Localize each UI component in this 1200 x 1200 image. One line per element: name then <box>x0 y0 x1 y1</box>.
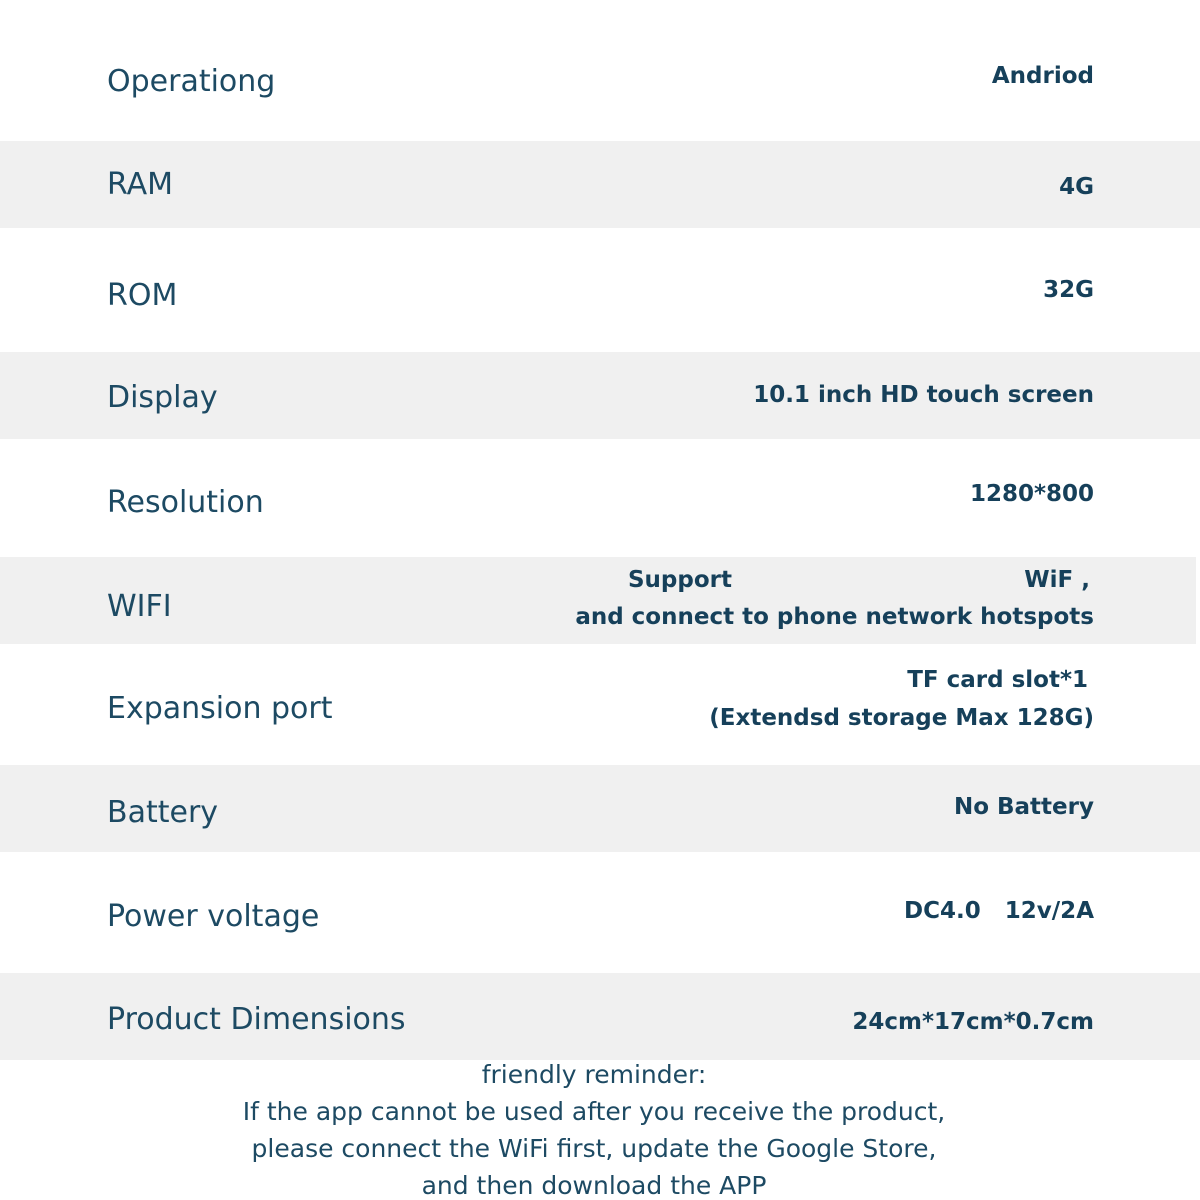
reminder-title: friendly reminder: <box>481 1060 707 1089</box>
spec-value-line1: TF card slot*1 <box>907 667 1088 693</box>
reminder-line: please connect the WiFi first, update the Google Store, <box>251 1134 937 1163</box>
spec-label: Expansion port <box>107 691 333 726</box>
spec-value: 32G <box>1043 277 1094 303</box>
spec-label: RAM <box>107 167 174 202</box>
spec-value: 4G <box>1059 174 1094 200</box>
spec-label: Battery <box>107 795 219 830</box>
spec-label: WIFI <box>107 589 172 624</box>
spec-row-product-dimensions <box>0 973 1200 1060</box>
spec-row-expansion-port <box>0 644 1200 765</box>
spec-label: Power voltage <box>107 899 320 934</box>
spec-value-line2: and connect to phone network hotspots <box>575 604 1094 630</box>
spec-row-operating-system <box>0 0 1200 141</box>
spec-row-rom <box>0 228 1200 352</box>
spec-label: Operationg <box>107 64 276 99</box>
spec-value: No Battery <box>953 794 1094 820</box>
spec-label: ROM <box>107 278 178 313</box>
spec-value-support: Support <box>627 567 732 593</box>
spec-label: Product Dimensions <box>107 1002 406 1037</box>
spec-row-display <box>0 352 1200 439</box>
spec-row-ram <box>0 141 1200 228</box>
spec-row-resolution <box>0 439 1200 557</box>
spec-value-wifi: WiF , <box>1024 567 1090 593</box>
spec-value: Andriod <box>991 63 1094 89</box>
spec-value: 24cm*17cm*0.7cm <box>852 1009 1094 1035</box>
spec-label: Display <box>107 380 218 415</box>
spec-row-battery <box>0 765 1200 852</box>
reminder-line: and then download the APP <box>421 1171 767 1200</box>
spec-value-line2: (Extendsd storage Max 128G) <box>709 705 1094 731</box>
spec-value-line1 <box>627 567 1090 593</box>
spec-label: Resolution <box>107 485 264 520</box>
reminder-line: If the app cannot be used after you receive the product, <box>242 1097 946 1126</box>
spec-value: 1280*800 <box>969 481 1094 507</box>
spec-value: 10.1 inch HD touch screen <box>753 382 1094 408</box>
spec-row-power-voltage <box>0 852 1200 973</box>
spec-row-wifi <box>0 557 1196 644</box>
spec-value: DC4.0 12v/2A <box>904 898 1094 924</box>
